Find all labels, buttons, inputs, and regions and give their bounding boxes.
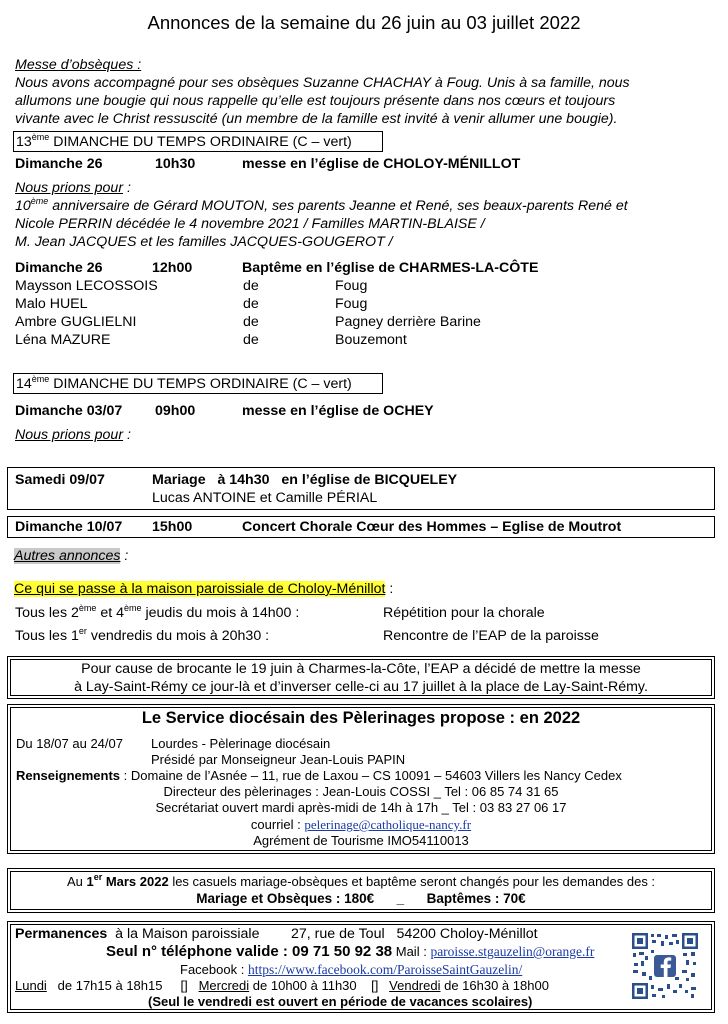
permanences-line: Permanences à la Maison paroissiale 27, rue de Toul 54200 Choloy-Ménillot — [15, 926, 538, 942]
casuels-line2: Mariage et Obsèques : 180€ _ Baptêmes : 70€ — [196, 891, 526, 906]
bapteme-de-1: de — [243, 278, 259, 294]
pelerinage-preside: Présidé par Monseigneur Jean-Louis PAPIN — [151, 752, 406, 767]
pelerinage-title: Le Service diocésain des Pèlerinages propose : en 2022 — [141, 709, 581, 727]
permanences-mail-link[interactable]: paroisse.stgauzelin@orange.fr — [430, 944, 595, 959]
casuels-line1: Au 1er Mars 2022 les casuels mariage-obsèques et baptême seront changés pour les demandes des : — [66, 872, 656, 889]
maison-heading: Ce qui se passe à la maison paroissiale de Choloy-Ménillot : — [14, 581, 394, 597]
concert-time: 15h00 — [152, 519, 193, 535]
mass2-time: 09h00 — [155, 403, 196, 419]
pelerinage-courriel: courriel : pelerinage@catholique-nancy.fr — [250, 817, 472, 832]
pelerinage-secretariat: Secrétariat ouvert mardi après-midi de 14h à 17h _ Tel : 03 83 27 06 17 — [155, 800, 567, 815]
permanences-tel-line: Seul n° téléphone valide : 09 71 50 92 38 Mail : paroisse.stgauzelin@orange.fr — [106, 943, 595, 960]
bapteme-desc: Baptême en l’église de CHARMES-LA-CÔTE — [242, 260, 539, 276]
bapteme-place-2: Foug — [335, 296, 368, 312]
sunday14-label: 14ème DIMANCHE DU TEMPS ORDINAIRE (C – vert) — [16, 374, 352, 392]
sunday13-label: 13ème DIMANCHE DU TEMPS ORDINAIRE (C – vert) — [16, 132, 352, 150]
autres-annonces: Autres annonces : — [14, 548, 129, 564]
bapteme-day: Dimanche 26 — [15, 260, 103, 276]
obseques-line1: Nous avons accompagné pour ses obsèques Suzanne CHACHAY à Foug. Unis à sa famille, nous — [15, 75, 630, 91]
mass2-desc: messe en l’église de OCHEY — [242, 403, 434, 419]
maison-row2-left: Tous les 1er vendredis du mois à 20h30 : — [15, 626, 270, 644]
pelerinage-email-link[interactable]: pelerinage@catholique-nancy.fr — [304, 817, 472, 832]
obseques-heading: Messe d’obsèques : — [15, 57, 142, 73]
bapteme-place-3: Pagney derrière Barine — [335, 314, 481, 330]
page-title: Annonces de la semaine du 26 juin au 03 juillet 2022 — [147, 12, 581, 33]
maison-row2-right: Rencontre de l’EAP de la paroisse — [383, 628, 599, 644]
mariage-desc: Mariage à 14h30 en l’église de BICQUELEY — [152, 472, 458, 488]
bapteme-de-3: de — [243, 314, 259, 330]
bapteme-name-4: Léna MAZURE — [15, 332, 111, 348]
bapteme-name-1: Maysson LECOSSOIS — [15, 278, 158, 294]
pelerinage-directeur: Directeur des pèlerinages : Jean-Louis COSSI _ Tel : 06 85 74 31 65 — [163, 784, 559, 799]
bapteme-name-3: Ambre GUGLIELNI — [15, 314, 137, 330]
prions1-line3: M. Jean JACQUES et les familles JACQUES-GOUGEROT / — [15, 234, 393, 250]
mass1-desc: messe en l’église de CHOLOY-MÉNILLOT — [242, 156, 521, 172]
facebook-link[interactable]: https://www.facebook.com/ParoisseSaintGauzelin/ — [247, 962, 523, 977]
bapteme-time: 12h00 — [152, 260, 193, 276]
brocante-line2: à Lay-Saint-Rémy ce jour-là et d’inverser celle-ci au 17 juillet à la place de Lay-Saint-Rémy. — [74, 679, 648, 695]
pelerinage-agrement: Agrément de Tourisme IMO54110013 — [253, 833, 469, 848]
permanences-note: (Seul le vendredi est ouvert en période de vacances scolaires) — [148, 994, 533, 1009]
brocante-line1: Pour cause de brocante le 19 juin à Charmes-la-Côte, l’EAP a décidé de mettre la messe — [81, 661, 641, 677]
pelerinage-renseignements: Renseignements : Domaine de l’Asnée – 11, rue de Laxou – CS 10091 – 54603 Villers les Nancy Cedex — [16, 768, 622, 783]
obseques-line2: allumons une bougie qui nous rappelle qu’elle est toujours présente dans nos cœurs et toujours — [15, 93, 616, 109]
mass2-day: Dimanche 03/07 — [15, 403, 123, 419]
obseques-line3: vivante avec le Christ ressuscité (un membre de la famille est invité à venir allumer une bougie). — [15, 111, 618, 127]
qr-code-icon[interactable] — [631, 932, 699, 1000]
concert-desc: Concert Chorale Cœur des Hommes – Eglise de Moutrot — [242, 519, 622, 535]
bapteme-place-1: Foug — [335, 278, 368, 294]
bapteme-de-4: de — [243, 332, 259, 348]
prions2-heading: Nous prions pour : — [15, 427, 131, 443]
prions1-line1: 10ème anniversaire de Gérard MOUTON, ses parents Jeanne et René, ses beaux-parents René et — [15, 196, 628, 214]
prions1-heading: Nous prions pour : — [15, 180, 131, 196]
bapteme-place-4: Bouzemont — [335, 332, 407, 348]
bapteme-de-2: de — [243, 296, 259, 312]
bapteme-name-2: Malo HUEL — [15, 296, 88, 312]
mariage-day: Samedi 09/07 — [15, 472, 105, 488]
maison-row1-left: Tous les 2ème et 4ème jeudis du mois à 14h00 : — [15, 603, 300, 621]
mass1-day: Dimanche 26 — [15, 156, 103, 172]
permanences-horaires: Lundi de 17h15 à 18h15 [] Mercredi de 10h00 à 11h30 [] Vendredi de 16h30 à 18h00 — [15, 978, 549, 993]
prions1-line2: Nicole PERRIN décédée le 4 novembre 2021 / Familles MARTIN-BLAISE / — [15, 216, 485, 232]
mass1-time: 10h30 — [155, 156, 196, 172]
mariage-names: Lucas ANTOINE et Camille PÉRIAL — [152, 490, 378, 506]
maison-row1-right: Répétition pour la chorale — [383, 605, 545, 621]
pelerinage-dates: Du 18/07 au 24/07 — [16, 736, 123, 751]
pelerinage-trip: Lourdes - Pèlerinage diocésain — [151, 736, 331, 751]
concert-day: Dimanche 10/07 — [15, 519, 123, 535]
permanences-facebook: Facebook : https://www.facebook.com/ParoisseSaintGauzelin/ — [180, 962, 523, 977]
